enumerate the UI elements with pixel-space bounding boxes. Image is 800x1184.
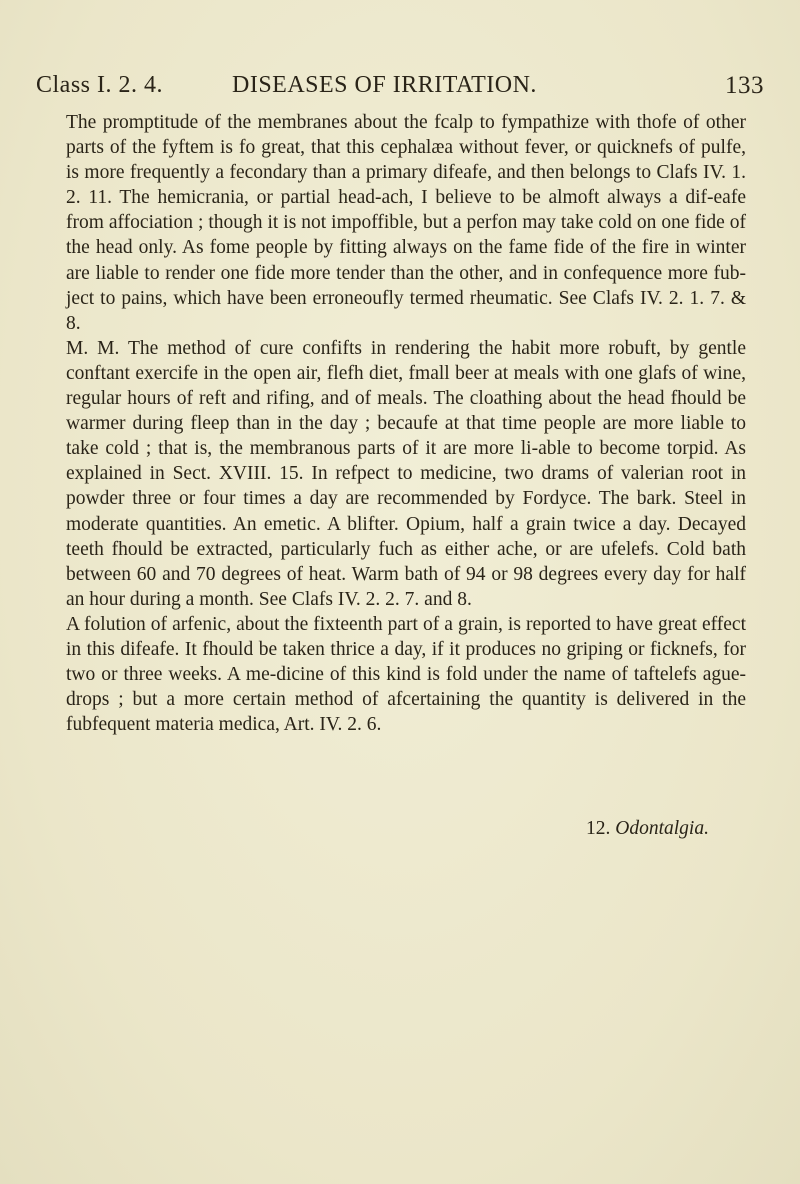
running-head bbox=[36, 72, 768, 106]
catchword-word: Odontalgia. bbox=[615, 818, 709, 839]
catchword-number: 12. bbox=[586, 818, 611, 839]
class-label: Class I. 2. 4. bbox=[36, 72, 163, 98]
chapter-title: DISEASES OF IRRITATION. bbox=[232, 72, 537, 98]
paragraph-1: The promptitude of the membranes about the fcalp to fympathize with thofe of other parts of the fyftem is fo great, that this cephalæa without fever, or quicknefs of pulfe, is more frequently a fecondary than a primary difeafe, and then belongs to Clafs IV. 1. 2. 11. The hemicrania, or partial head-ach, I believe to be almoft always a dif-eafe from affociation ; though it is not impoffible, but a perfon may take cold on one fide of the head only. As fome people by fitting always on the fame fide of the fire in winter are liable to render one fide more tender than the other, and in confequence more fub-ject to pains, which have been erroneoufly termed rheumatic. See Clafs IV. 2. 1. 7. & 8. bbox=[66, 112, 746, 334]
page-number: 133 bbox=[725, 72, 764, 99]
body-text bbox=[66, 110, 746, 737]
paragraph-2: M. M. The method of cure confifts in rendering the habit more robuft, by gentle conftant exercife in the open air, flefh diet, fmall beer at meals with one glafs of wine, regular hours of reft and rifing, and of meals. The cloathing about the head fhould be warmer during fleep than in the day ; becaufe at that time people are more liable to take cold ; that is, the membranous parts of it are more li-able to become torpid. As explained in Sect. XVIII. 15. In refpect to medicine, two drams of valerian root in powder three or four times a day are recommended by Fordyce. The bark. Steel in moderate quantities. An emetic. A blifter. Opium, half a grain twice a day. Decayed teeth fhould be extracted, particularly fuch as either ache, or are ufelefs. Cold bath between 60 and 70 degrees of heat. Warm bath of 94 or 98 degrees every day for half an hour during a month. See Clafs IV. 2. 2. 7. and 8. bbox=[66, 337, 746, 610]
paragraph-3: A folution of arfenic, about the fixteenth part of a grain, is reported to have great effect in this difeafe. It fhould be taken thrice a day, if it produces no griping or ficknefs, for two or three weeks. A me-dicine of this kind is fold under the name of taftelefs ague-drops ; but a more certain method of afcertaining the quantity is delivered in the fubfequent materia medica, Art. IV. 2. 6. bbox=[66, 613, 746, 736]
catchword bbox=[586, 818, 709, 840]
